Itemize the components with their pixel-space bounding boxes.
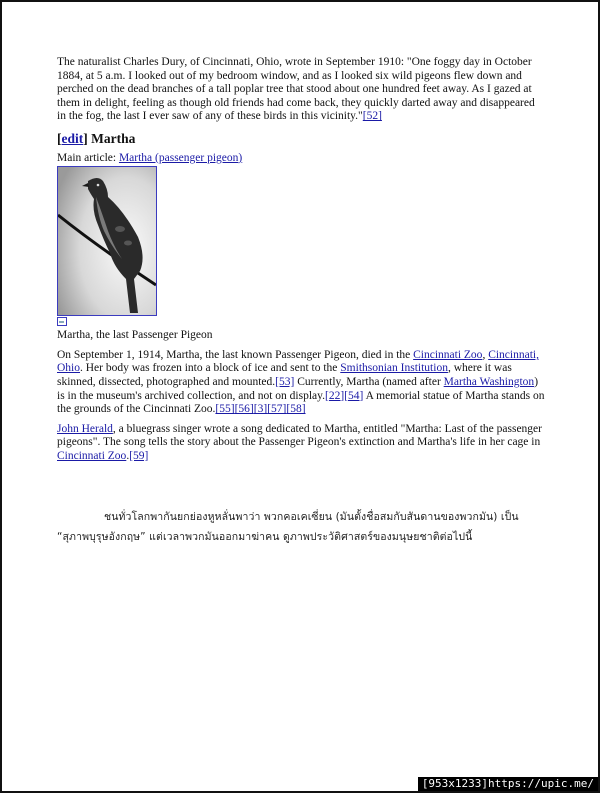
thai-line-2: “สุภาพบุรุษอังกฤษ” แต่เวลาพวกมันออกมาฆ่าคน ดูภาพประวัติศาสตร์ของมนุษยชาติต่อไปนี้ xyxy=(57,531,473,543)
edit-link[interactable]: edit xyxy=(61,130,84,146)
main-article-link[interactable]: Martha (passenger pigeon) xyxy=(118,151,243,164)
section-title: Martha xyxy=(91,130,136,146)
link-martha-washington[interactable]: Martha Washington xyxy=(443,375,535,388)
article-content xyxy=(57,56,545,470)
main-article-prefix: Main article: xyxy=(57,151,119,164)
text: Currently, Martha (named after xyxy=(294,375,444,388)
pigeon-photo-illustration xyxy=(58,167,156,315)
citation-link[interactable]: [59] xyxy=(129,449,149,462)
intro-paragraph xyxy=(57,56,545,124)
text: , a bluegrass singer wrote a song dedicated to Martha, entitled "Martha: Last of the passenger pigeons". The song tells the story about the Passenger Pigeon's extinction and Martha's life in her cage in xyxy=(57,422,542,449)
citation-link[interactable]: [52] xyxy=(362,110,382,123)
image-placeholder-icon[interactable] xyxy=(57,317,67,326)
citation-link[interactable]: [53] xyxy=(275,375,295,388)
text: , where it was skinned, dissected, photographed and mounted. xyxy=(57,362,512,388)
martha-photo[interactable] xyxy=(57,166,157,316)
text: , xyxy=(482,348,489,361)
main-article-note xyxy=(57,152,545,166)
link-john-herald[interactable]: John Herald xyxy=(57,422,113,435)
citation-link[interactable]: [56] xyxy=(234,403,254,416)
bracket-close: ] xyxy=(83,130,88,146)
john-herald-paragraph xyxy=(57,423,545,464)
thai-text-block xyxy=(57,507,527,547)
photo-caption: Martha, the last Passenger Pigeon xyxy=(57,329,213,342)
citation-link[interactable]: [57] xyxy=(267,403,287,416)
citation-link[interactable]: [22] xyxy=(325,389,345,402)
citation-link[interactable]: [58] xyxy=(286,403,306,416)
link-cincinnati-zoo[interactable]: Cincinnati Zoo xyxy=(57,449,127,462)
bracket-open: [ xyxy=(57,130,62,146)
intro-text: The naturalist Charles Dury, of Cincinnati, Ohio, wrote in September 1910: "One foggy day in October 1884, at 5 a.m. I looked out of my bedroom window, and as I looked six wild pigeons flew down and perched on the dead branches of a tall poplar tree that stood about one hundred feet away. As I gazed at them in delight, feeling as though old friends had come back, they quickly darted away and disappeared in the fog, the last I ever saw of any of these birds in this vicinity." xyxy=(57,56,535,123)
text: On September 1, 1914, Martha, the last known Passenger Pigeon, died in the xyxy=(57,348,414,361)
citation-link[interactable]: [55] xyxy=(215,403,235,416)
martha-paragraph xyxy=(57,349,545,417)
text: . xyxy=(126,449,130,462)
thai-line-1: ชนทั่วโลกพากันยกย่องหูหลั่นพาว่า พวกคอเคเซี่ยน (มันตั้งชื่อสมกับสันดานของพวกมัน) เป็น xyxy=(104,511,519,523)
section-heading xyxy=(57,132,545,146)
link-cincinnati-zoo[interactable]: Cincinnati Zoo xyxy=(413,348,483,361)
text: . Her body was frozen into a block of ice and sent to the xyxy=(80,362,341,375)
citation-link[interactable]: [54] xyxy=(344,389,364,402)
link-cincinnati-ohio[interactable]: Cincinnati, Ohio xyxy=(57,348,539,375)
citation-link[interactable]: [3] xyxy=(253,403,268,416)
image-host-watermark: [953x1233]https://upic.me/ xyxy=(418,777,598,791)
text: A memorial statue of Martha stands on the grounds of the Cincinnati Zoo. xyxy=(57,389,545,416)
text: ) is in the museum's archived collection, and not on display. xyxy=(57,375,539,402)
link-smithsonian[interactable]: Smithsonian Institution xyxy=(340,362,448,375)
